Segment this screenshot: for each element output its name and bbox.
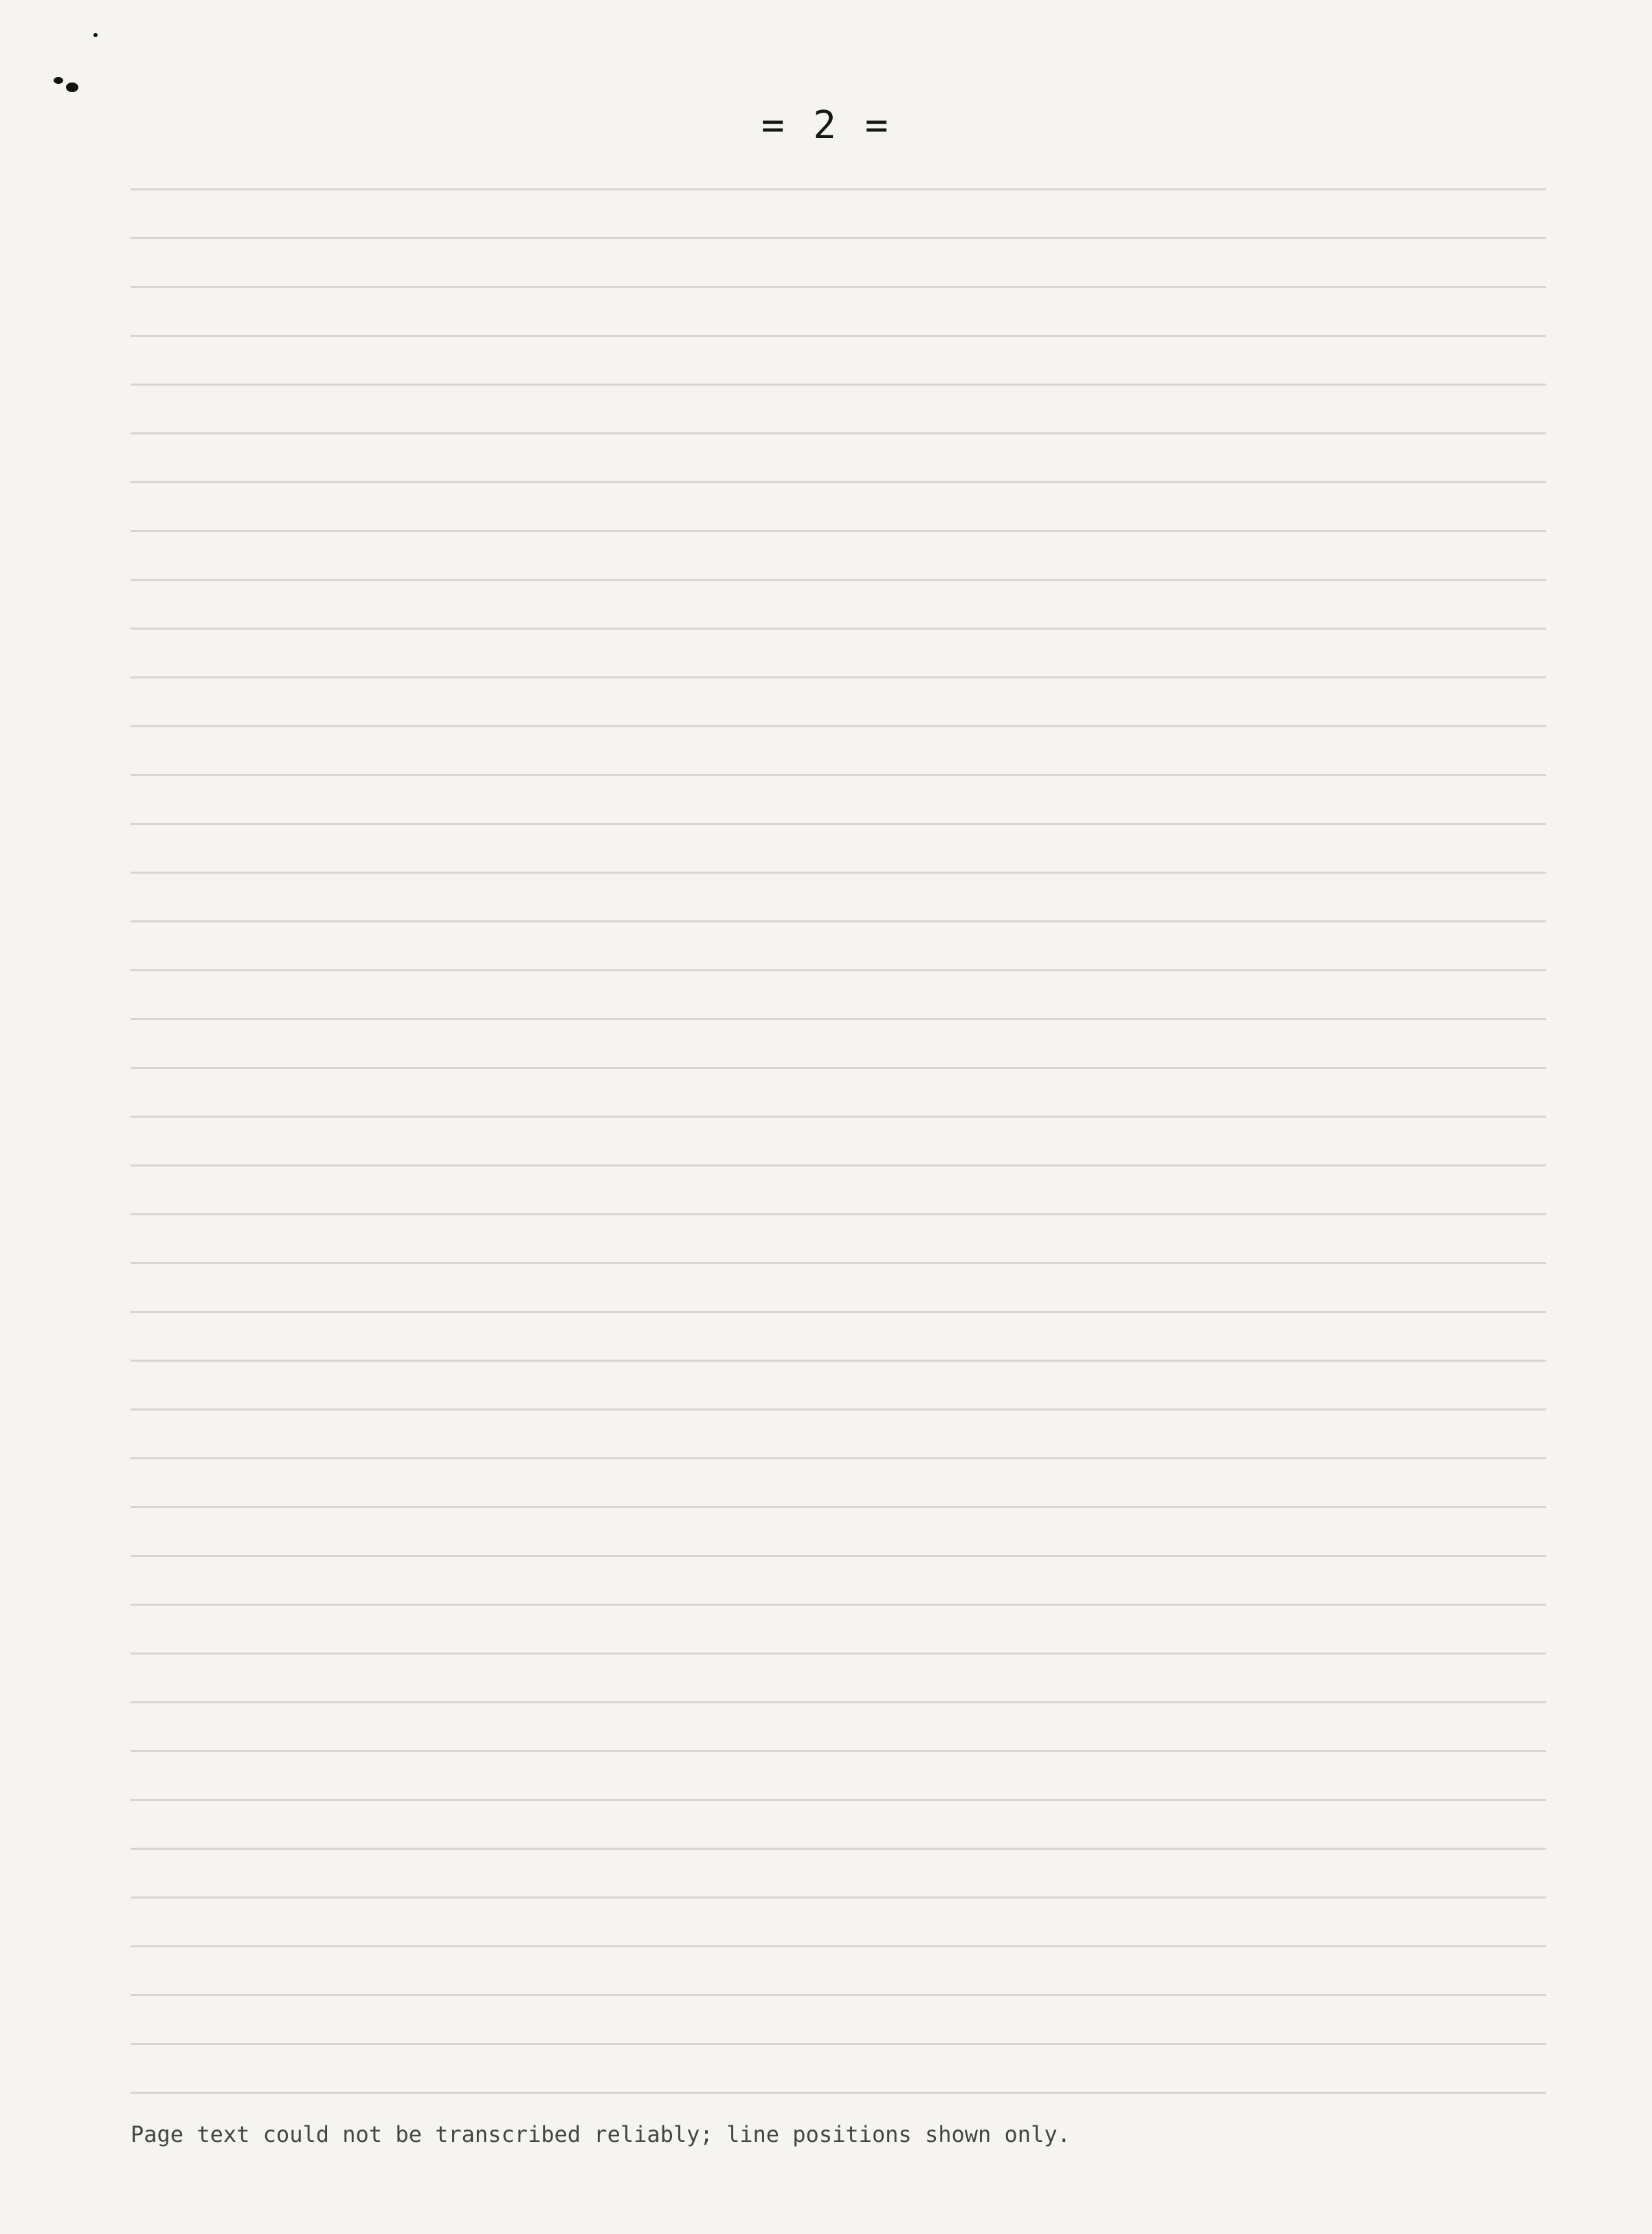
text-line: [131, 481, 1546, 483]
text-line: [131, 628, 1546, 630]
page-number: = 2 =: [761, 103, 891, 148]
text-line: [131, 1311, 1546, 1313]
ink-speck: [93, 33, 98, 37]
ink-speck: [66, 82, 78, 92]
text-line: [131, 1506, 1546, 1508]
text-line: [131, 2043, 1546, 2045]
text-line: [131, 1604, 1546, 1606]
text-line: [131, 432, 1546, 434]
text-line: [131, 1750, 1546, 1752]
text-line: [131, 1994, 1546, 1996]
text-line: [131, 1848, 1546, 1850]
text-line: [131, 1067, 1546, 1069]
text-line: [131, 1116, 1546, 1118]
text-line: [131, 823, 1546, 825]
text-line: [131, 384, 1546, 386]
text-line: [131, 1164, 1546, 1166]
text-line: [131, 676, 1546, 678]
text-line: [131, 1652, 1546, 1655]
text-line: [131, 2092, 1546, 2094]
text-line: [131, 1018, 1546, 1020]
text-line: [131, 188, 1546, 190]
text-line: [131, 920, 1546, 922]
text-line: [131, 1408, 1546, 1411]
text-line: [131, 1799, 1546, 1801]
text-line: [131, 1262, 1546, 1264]
text-line: [131, 872, 1546, 874]
text-line: [131, 237, 1546, 239]
text-line: [131, 286, 1546, 288]
typewritten-body: [131, 172, 1546, 2207]
ink-speck: [54, 77, 63, 84]
text-line: [131, 1360, 1546, 1362]
text-line: [131, 1555, 1546, 1557]
text-line: [131, 1701, 1546, 1703]
text-line: [131, 530, 1546, 532]
text-line: [131, 1896, 1546, 1899]
text-line: [131, 725, 1546, 727]
text-line: [131, 335, 1546, 337]
text-line: [131, 1945, 1546, 1947]
text-line: [131, 579, 1546, 581]
text-line: [131, 774, 1546, 776]
text-line: [131, 1213, 1546, 1215]
text-line: [131, 969, 1546, 971]
transcription-note: Page text could not be transcribed reliably; line positions shown only.: [131, 2121, 1071, 2147]
text-line: [131, 1457, 1546, 1459]
